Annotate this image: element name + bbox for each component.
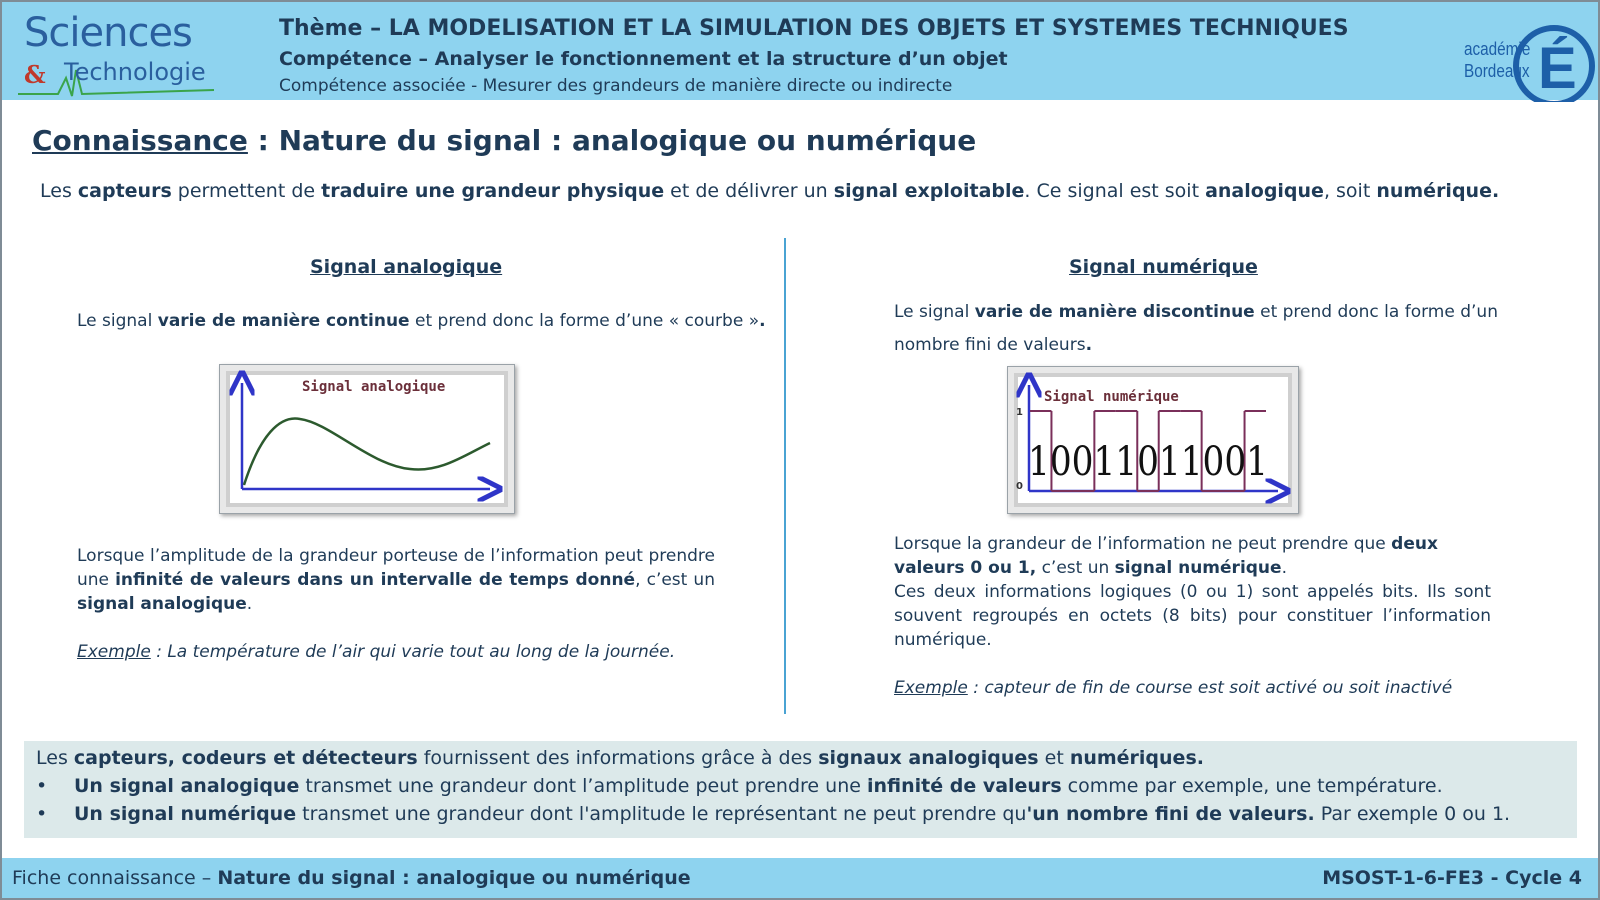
logo-line1: Sciences <box>24 10 192 56</box>
analog-line1: Le signal varie de manière continue et prend donc la forme d’une « courbe ». <box>77 311 766 331</box>
analog-example: Exemple : La température de l’air qui varie tout au long de la journée. <box>77 642 676 662</box>
analog-curve <box>244 419 490 485</box>
academy-letter: É <box>1538 36 1577 101</box>
sciences-technologie-logo <box>18 8 218 96</box>
digital-example: Exemple : capteur de fin de course est soit activé ou soit inactivé <box>894 678 1453 698</box>
associated-competence: Compétence associée - Mesurer des grandeurs de manière directe ou indirecte <box>279 76 953 96</box>
digital-bits-text: 10011011001 <box>1028 439 1268 485</box>
header-banner <box>2 2 1598 100</box>
digital-axis-low: 0 <box>1016 481 1023 492</box>
analog-image-label: Signal analogique <box>302 379 446 395</box>
summary-line-2: Un signal analogique transmet une grandeur dont l’amplitude peut prendre une infinité de valeurs comme par exemple, une température. <box>74 775 1443 797</box>
logo-line2: Technologie <box>64 58 206 86</box>
bullet-1: • <box>36 775 48 797</box>
summary-line-3: Un signal numérique transmet une grandeur dont l'amplitude le représentant ne peut prendre qu'un nombre fini de valeurs. Par exemple 0 ou 1. <box>74 803 1511 825</box>
summary-line-1: Les capteurs, codeurs et détecteurs fournissent des informations grâce à des signaux analogiques et numériques. <box>36 747 1204 769</box>
academy-line2: Bordeaux <box>1464 61 1530 81</box>
digital-axis-high: 1 <box>1016 407 1023 418</box>
page-title <box>32 124 976 157</box>
bullet-2: • <box>36 803 48 825</box>
digital-line1: Le signal varie de manière discontinue et prend donc la forme d’un nombre fini de valeurs. <box>894 302 1498 355</box>
analog-signal-chart <box>220 365 516 515</box>
analog-signal-image <box>219 364 515 514</box>
footer-banner <box>2 858 1598 898</box>
footer-code: MSOST-1-6-FE3 - Cycle 4 <box>1322 867 1582 889</box>
intro-text: Les capteurs permettent de traduire une grandeur physique et de délivrer un signal exploitable. Ce signal est soit analogique, soit numérique. <box>40 180 1500 202</box>
digital-signal-chart <box>1008 367 1300 515</box>
analog-heading: Signal analogique <box>310 256 503 278</box>
logo-amp: & <box>24 60 46 89</box>
analog-description: Lorsque l’amplitude de la grandeur porteuse de l’information peut prendre une infinité de valeurs dans un intervalle de temps donné, c’est un signal analogique. <box>77 546 715 614</box>
competence-title: Compétence – Analyser le fonctionnement et la structure d’un objet <box>279 48 1008 70</box>
title-rest: : Nature du signal : analogique ou numérique <box>247 124 977 157</box>
footer-left: Fiche connaissance – Nature du signal : analogique ou numérique <box>12 867 691 889</box>
academie-bordeaux-logo <box>1458 6 1596 102</box>
title-prefix: Connaissance <box>32 124 248 157</box>
academy-text <box>1464 38 1530 82</box>
academy-line1: académie <box>1464 39 1531 59</box>
digital-signal-image <box>1007 366 1299 514</box>
summary-box <box>24 741 1577 838</box>
column-divider <box>784 238 786 714</box>
digital-image-label: Signal numérique <box>1044 389 1179 405</box>
digital-description-2: Ces deux informations logiques (0 ou 1) sont appelés bits. Ils sont souvent regroupés en octets (8 bits) pour constituer l’information numérique. <box>894 582 1491 650</box>
digital-heading: Signal numérique <box>1069 256 1258 278</box>
digital-description-1: Lorsque la grandeur de l’information ne peut prendre que deux valeurs 0 ou 1, c’est un signal numérique. <box>894 534 1438 578</box>
theme-title: Thème – LA MODELISATION ET LA SIMULATION DES OBJETS ET SYSTEMES TECHNIQUES <box>279 16 1349 41</box>
